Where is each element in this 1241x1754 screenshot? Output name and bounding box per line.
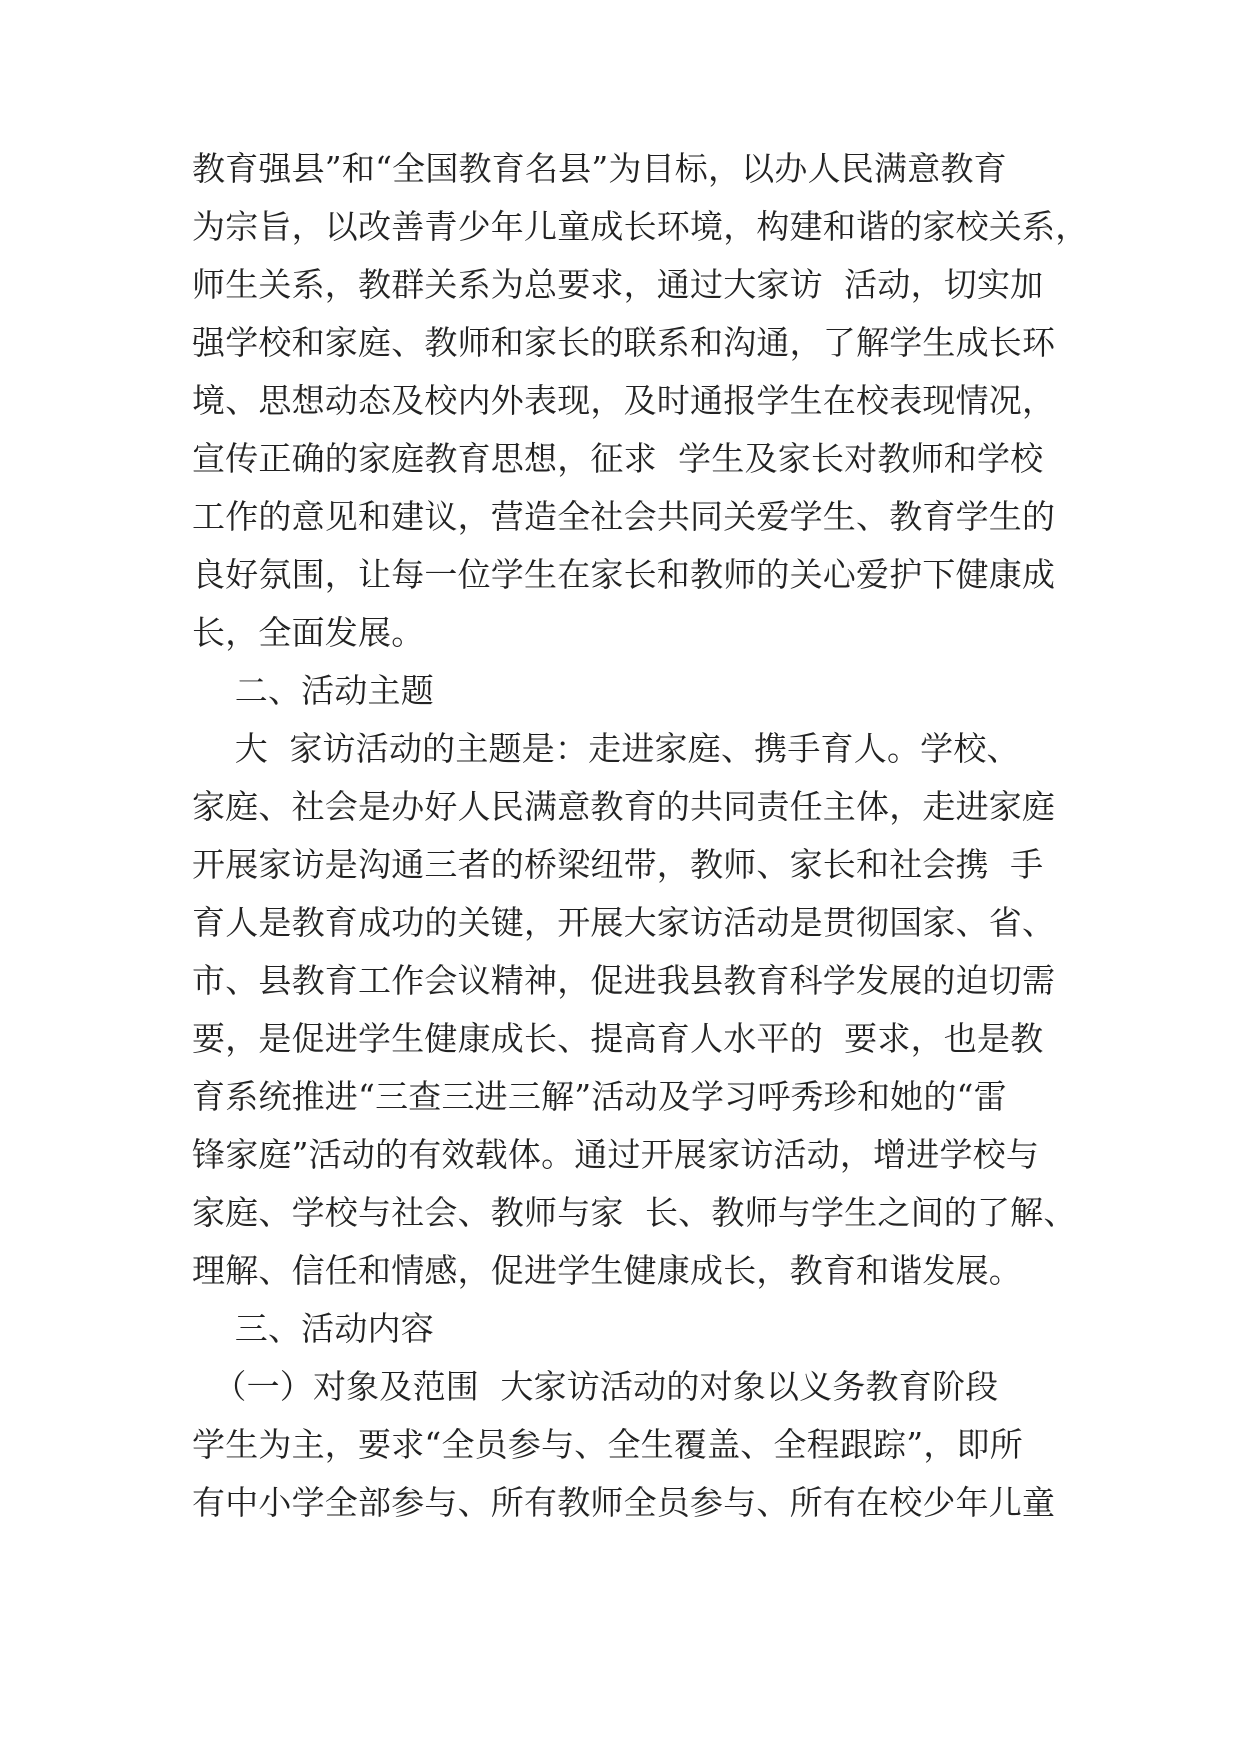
text-line: 为宗旨，以改善青少年儿童成长环境，构建和谐的家校关系， [192,207,1089,246]
text-line: 育人是教育成功的关键，开展大家访活动是贯彻国家、省、 [192,903,1056,942]
text-line: 育系统推进“三查三进三解”活动及学习呼秀珍和她的“雷 [192,1077,1007,1116]
text-line: 要，是促进学生健康成长、提高育人水平的 要求，也是教 [192,1019,1044,1058]
text-line: 境、思想动态及校内外表现，及时通报学生在校表现情况， [192,381,1056,420]
text-line: 家庭、社会是办好人民满意教育的共同责任主体，走进家庭 [192,787,1056,826]
text-line: 强学校和家庭、教师和家长的联系和沟通，了解学生成长环 [192,323,1056,362]
text-line: 学生为主，要求“全员参与、全生覆盖、全程跟踪”，即所 [192,1425,1023,1464]
text-line: 家庭、学校与社会、教师与家 长、教师与学生之间的了解、 [192,1193,1077,1232]
text-line: 有中小学全部参与、所有教师全员参与、所有在校少年儿童 [192,1483,1056,1522]
section-heading: 三、活动内容 [192,1309,434,1348]
text-line: 宣传正确的家庭教育思想，征求 学生及家长对教师和学校 [192,439,1044,478]
text-line: 锋家庭”活动的有效载体。通过开展家访活动，增进学校与 [192,1135,1040,1174]
text-line: 良好氛围，让每一位学生在家长和教师的关心爱护下健康成 [192,555,1056,594]
text-line: 大 家访活动的主题是：走进家庭、携手育人。学校、 [192,729,1020,768]
text-line: 开展家访是沟通三者的桥梁纽带，教师、家长和社会携 手 [192,845,1044,884]
text-line: 师生关系，教群关系为总要求，通过大家访 活动，切实加 [192,265,1044,304]
text-line: 市、县教育工作会议精神，促进我县教育科学发展的迫切需 [192,961,1056,1000]
text-line: 教育强县”和“全国教育名县”为目标，以办人民满意教育 [192,149,1007,188]
section-heading: 二、活动主题 [192,671,434,710]
text-line: 长，全面发展。 [192,613,425,652]
text-line: 工作的意见和建议，营造全社会共同关爱学生、教育学生的 [192,497,1056,536]
text-line: 理解、信任和情感，促进学生健康成长，教育和谐发展。 [192,1251,1022,1290]
text-line: （一）对象及范围 大家访活动的对象以义务教育阶段 [192,1367,999,1406]
